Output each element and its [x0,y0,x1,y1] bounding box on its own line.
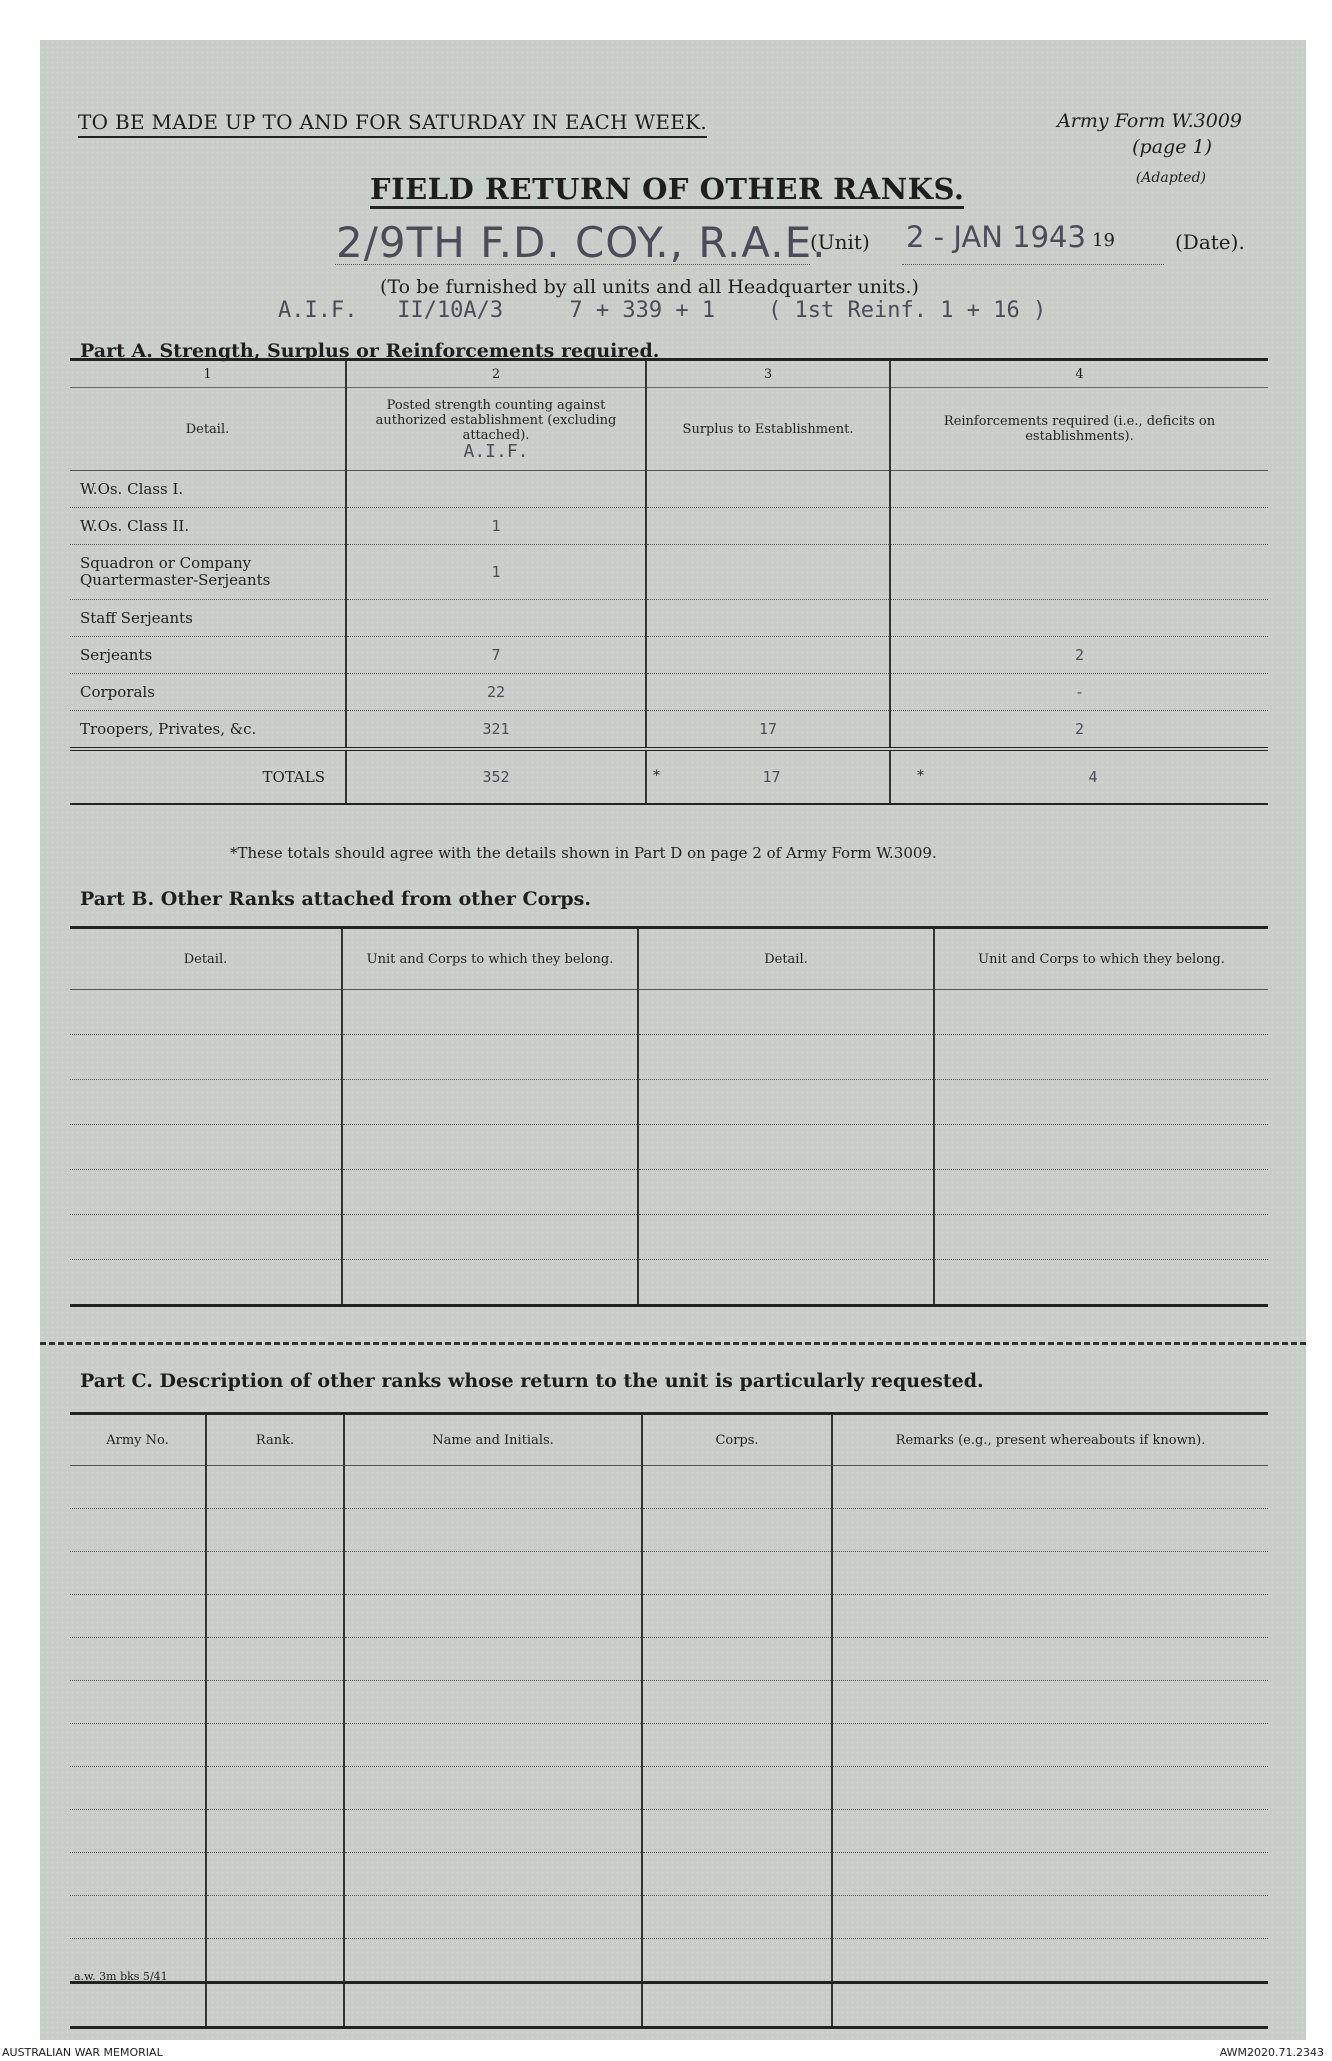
blank-cell [344,1595,642,1638]
table-row [70,508,1268,545]
blank-cell [934,1125,1268,1170]
blank-cell [342,1215,638,1260]
blank-cell [832,1466,1268,1509]
col-number: 4 [890,360,1268,388]
blank-cell [934,1035,1268,1080]
blank-cell [832,1896,1268,1939]
table-row [70,674,1268,711]
part-a-table [70,358,1268,805]
blank-cell [642,1509,832,1552]
totals-footnote: *These totals should agree with the details shown in Part D on page 2 of Army Form W.3009. [230,844,937,862]
blank-row [70,1125,1268,1170]
blank-cell [342,1080,638,1125]
blank-row [70,1853,1268,1896]
blank-cell [70,1681,206,1724]
blank-row [70,1595,1268,1638]
blank-cell [642,1724,832,1767]
blank-cell [344,1552,642,1595]
totals-asterisk: * [653,768,660,784]
date-year-prefix: 19 [1092,230,1115,251]
blank-cell [70,1509,206,1552]
row-detail: W.Os. Class I. [70,471,346,508]
blank-cell [638,1260,934,1306]
row-posted: 22 [346,674,646,711]
blank-cell [344,1853,642,1896]
blank-row [70,1767,1268,1810]
row-surplus [646,674,890,711]
blank-cell [70,1853,206,1896]
blank-row [70,1724,1268,1767]
blank-cell [642,1681,832,1724]
row-posted [346,600,646,637]
col-header-name: Name and Initials. [344,1414,642,1466]
blank-cell [206,1767,344,1810]
row-posted: 1 [346,545,646,600]
blank-cell [70,1810,206,1853]
blank-cell [342,1170,638,1215]
blank-cell [70,1983,206,2028]
blank-cell [342,990,638,1035]
page-title: FIELD RETURN OF OTHER RANKS. [370,172,964,209]
blank-cell [638,1035,934,1080]
blank-cell [344,1466,642,1509]
blank-cell [344,1896,642,1939]
row-surplus [646,471,890,508]
archive-credit: AUSTRALIAN WAR MEMORIAL [2,2046,163,2059]
row-surplus: 17 [646,711,890,750]
totals-surplus-cell [646,749,890,804]
blank-cell [70,1215,342,1260]
adapted-label: (Adapted) [1135,170,1206,186]
row-detail: W.Os. Class II. [70,508,346,545]
part-a-heading: Part A. Strength, Surplus or Reinforcements required. [80,340,660,362]
totals-posted: 352 [346,749,646,804]
date-dotted-line [902,264,1164,265]
blank-cell [642,1466,832,1509]
row-detail: Serjeants [70,637,346,674]
col-header-remarks: Remarks (e.g., present whereabouts if known). [832,1414,1268,1466]
row-surplus [646,545,890,600]
aif-typed-line: A.I.F. II/10A/3 7 + 339 + 1 ( 1st Reinf. 1 + 16 ) [278,298,1047,323]
part-b-heading: Part B. Other Ranks attached from other Corps. [80,888,591,910]
blank-row [70,1552,1268,1595]
blank-cell [206,1983,344,2028]
blank-cell [342,1260,638,1306]
row-detail: Squadron or Company Quartermaster-Serjeants [70,545,346,600]
blank-cell [70,1595,206,1638]
blank-cell [70,1896,206,1939]
blank-cell [344,1767,642,1810]
col-header-typed-note: A.I.F. [463,440,529,462]
row-posted: 1 [346,508,646,545]
weekly-note: TO BE MADE UP TO AND FOR SATURDAY IN EACH WEEK. [78,110,707,138]
totals-reinf-cell [890,749,1268,804]
totals-asterisk: * [917,768,924,784]
furnished-note: (To be furnished by all units and all Headquarter units.) [380,276,919,298]
row-surplus [646,637,890,674]
col-header-rank: Rank. [206,1414,344,1466]
blank-row [70,1035,1268,1080]
blank-row [70,1509,1268,1552]
blank-cell [206,1595,344,1638]
blank-cell [638,990,934,1035]
row-detail: Staff Serjeants [70,600,346,637]
col-header-posted [346,388,646,471]
blank-cell [206,1896,344,1939]
blank-cell [206,1853,344,1896]
blank-cell [206,1509,344,1552]
blank-cell [642,1853,832,1896]
totals-label: TOTALS [70,749,346,804]
blank-cell [832,1939,1268,1983]
blank-cell [70,1170,342,1215]
blank-row [70,1080,1268,1125]
blank-cell [832,1681,1268,1724]
blank-cell [638,1080,934,1125]
table-row [70,637,1268,674]
totals-reinf: 4 [1088,768,1098,786]
totals-row [70,749,1268,804]
archive-reference: AWM2020.71.2343 [1219,2046,1324,2059]
date-label: (Date). [1175,230,1245,254]
blank-cell [832,1595,1268,1638]
blank-cell [832,1724,1268,1767]
blank-cell [342,1125,638,1170]
blank-row [70,1810,1268,1853]
blank-cell [206,1681,344,1724]
blank-cell [642,1896,832,1939]
blank-cell [934,1170,1268,1215]
blank-cell [206,1552,344,1595]
blank-cell [642,1552,832,1595]
blank-row [70,1638,1268,1681]
table-row [70,545,1268,600]
blank-cell [934,990,1268,1035]
blank-cell [206,1638,344,1681]
blank-cell [642,1595,832,1638]
blank-cell [642,1983,832,2028]
col-header-army-no: Army No. [70,1414,206,1466]
row-posted: 321 [346,711,646,750]
unit-label: (Unit) [810,230,870,254]
blank-cell [70,1125,342,1170]
col-number: 1 [70,360,346,388]
row-reinf [890,508,1268,545]
form-page: (page 1) [1132,136,1212,158]
blank-cell [832,1638,1268,1681]
blank-cell [934,1260,1268,1306]
blank-cell [638,1215,934,1260]
totals-surplus: 17 [762,768,781,786]
row-reinf: 2 [890,637,1268,674]
blank-cell [70,1260,342,1306]
row-surplus [646,508,890,545]
blank-cell [70,1080,342,1125]
blank-cell [344,1638,642,1681]
row-reinf [890,471,1268,508]
table-row [70,711,1268,750]
blank-cell [206,1810,344,1853]
blank-cell [642,1810,832,1853]
blank-cell [832,1810,1268,1853]
row-detail: Troopers, Privates, &c. [70,711,346,750]
blank-cell [70,1466,206,1509]
blank-cell [344,1939,642,1983]
unit-dotted-line [335,264,810,265]
blank-row [70,1983,1268,2028]
col-header-unit-corps: Unit and Corps to which they belong. [934,928,1268,990]
blank-cell [70,1724,206,1767]
blank-cell [642,1638,832,1681]
blank-cell [638,1125,934,1170]
form-number: Army Form W.3009 [1057,110,1242,132]
date-value: 2 - JAN 1943 [906,220,1086,254]
col-header-reinforcements: Reinforcements required (i.e., deficits on establishments). [890,388,1268,471]
blank-cell [934,1215,1268,1260]
blank-row [70,1466,1268,1509]
blank-cell [206,1939,344,1983]
blank-row [70,1215,1268,1260]
col-header-posted-text: Posted strength counting against authorized establishment (excluding attached). [375,397,617,443]
blank-row [70,1170,1268,1215]
row-reinf: - [890,674,1268,711]
blank-cell [206,1724,344,1767]
blank-cell [832,1853,1268,1896]
form-sheet [40,40,1306,2040]
row-detail: Corporals [70,674,346,711]
blank-cell [70,1552,206,1595]
blank-cell [206,1466,344,1509]
col-number: 3 [646,360,890,388]
printer-code: a.w. 3m bks 5/41 [74,1970,168,1983]
col-header-detail: Detail. [70,928,342,990]
blank-cell [934,1080,1268,1125]
row-reinf: 2 [890,711,1268,750]
blank-cell [342,1035,638,1080]
col-header-unit-corps: Unit and Corps to which they belong. [342,928,638,990]
blank-cell [70,1035,342,1080]
blank-row [70,1681,1268,1724]
blank-cell [642,1939,832,1983]
part-b-table [70,926,1268,1307]
blank-cell [70,1767,206,1810]
row-posted [346,471,646,508]
table-row [70,600,1268,637]
blank-cell [638,1170,934,1215]
blank-cell [70,1638,206,1681]
blank-row [70,1260,1268,1306]
col-header-detail: Detail. [638,928,934,990]
blank-cell [344,1681,642,1724]
blank-cell [70,990,342,1035]
blank-cell [832,1767,1268,1810]
col-header-detail: Detail. [70,388,346,471]
tear-off-line [40,1342,1306,1345]
blank-cell [832,1552,1268,1595]
blank-row [70,1896,1268,1939]
blank-cell [642,1767,832,1810]
blank-cell [344,1509,642,1552]
blank-cell [344,1724,642,1767]
part-c-table [70,1412,1268,2029]
unit-value: 2/9TH F.D. COY., R.A.E. [336,218,827,267]
col-header-corps: Corps. [642,1414,832,1466]
blank-cell [832,1983,1268,2028]
table-row [70,471,1268,508]
blank-row [70,990,1268,1035]
blank-cell [832,1509,1268,1552]
row-reinf [890,545,1268,600]
row-posted: 7 [346,637,646,674]
row-reinf [890,600,1268,637]
col-header-surplus: Surplus to Establishment. [646,388,890,471]
col-number: 2 [346,360,646,388]
blank-cell [344,1810,642,1853]
blank-row [70,1939,1268,1983]
row-surplus [646,600,890,637]
blank-cell [344,1983,642,2028]
part-c-heading: Part C. Description of other ranks whose return to the unit is particularly requested. [80,1370,984,1392]
